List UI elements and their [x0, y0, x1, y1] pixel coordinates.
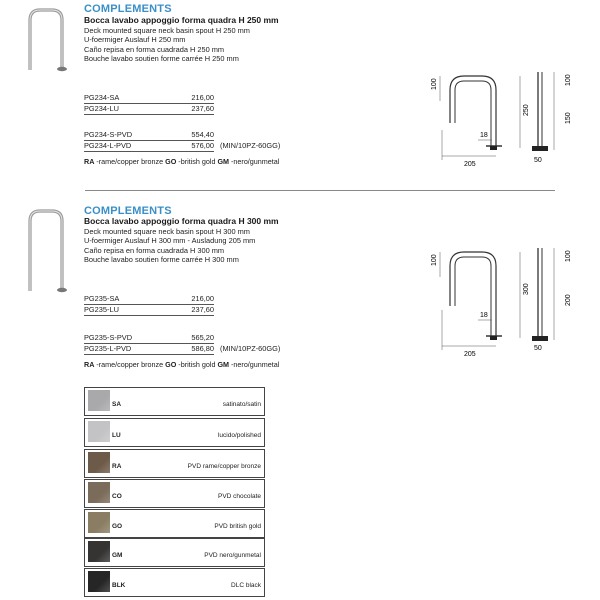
- product-code: PG235-LU: [84, 305, 119, 314]
- finish-code: GM: [217, 360, 230, 369]
- dim-offset: 18: [480, 312, 488, 319]
- swatch-code: GO: [112, 523, 123, 530]
- section-divider: [85, 190, 555, 191]
- product-code: PG234-LU: [84, 104, 119, 113]
- dim-side-bottom: 200: [565, 294, 572, 306]
- swatch-chip: [88, 541, 110, 562]
- swatch-name: PVD rame/copper bronze: [187, 463, 261, 470]
- price-row: [84, 130, 214, 141]
- swatch-gm: [84, 538, 265, 567]
- pvd-price-list: [84, 130, 214, 152]
- swatch-code: CO: [112, 493, 122, 500]
- section-heading: COMPLEMENTS: [84, 205, 172, 217]
- finish-code: GM: [217, 157, 230, 166]
- swatch-chip: [88, 482, 110, 503]
- price-list: [84, 93, 214, 115]
- section-heading: COMPLEMENTS: [84, 3, 172, 15]
- product-price: 576,00: [191, 141, 214, 150]
- swatch-co: [84, 479, 265, 508]
- product-price: 554,40: [191, 130, 214, 139]
- swatch-chip: [88, 452, 110, 473]
- swatch-name: PVD chocolate: [218, 493, 261, 500]
- product-price: 565,20: [191, 333, 214, 342]
- dim-base: 50: [534, 345, 542, 352]
- product-code: PG234-L-PVD: [84, 141, 132, 150]
- product-price: 586,80: [191, 344, 214, 353]
- swatch-name: satinato/satin: [222, 401, 261, 408]
- finish-code: GO: [165, 360, 177, 369]
- dim-height: 250: [523, 104, 530, 116]
- spout-thumbnail-2: [18, 205, 78, 295]
- swatch-code: LU: [112, 432, 121, 439]
- finish-label: -rame/copper bronze: [96, 360, 164, 369]
- technical-drawing-1: [420, 68, 580, 178]
- swatch-code: SA: [112, 401, 122, 408]
- dim-top: 100: [431, 254, 438, 266]
- finish-code: RA: [84, 157, 95, 166]
- swatch-ra: [84, 449, 265, 478]
- swatch-name: PVD british gold: [214, 523, 261, 530]
- dim-top: 100: [431, 78, 438, 90]
- description-line: Bouche lavabo soutien forme carrée H 250 mm: [84, 53, 239, 63]
- pvd-min-note: (MIN/10PZ-60GG): [220, 344, 281, 353]
- price-row: [84, 93, 214, 104]
- swatch-code: RA: [112, 463, 122, 470]
- swatch-blk: [84, 568, 265, 597]
- dim-side-top: 100: [565, 74, 572, 86]
- product-code: PG234-S-PVD: [84, 130, 133, 139]
- swatch-chip: [88, 571, 110, 592]
- dim-height: 300: [523, 283, 530, 295]
- description-line: Bouche lavabo soutien forme carrée H 300 mm: [84, 254, 239, 264]
- product-descriptions: [84, 26, 250, 63]
- technical-drawing-2: [420, 244, 580, 360]
- dim-reach: 205: [464, 161, 476, 168]
- swatch-name: DLC black: [231, 582, 261, 589]
- price-row: [84, 333, 214, 344]
- product-descriptions: [84, 227, 255, 264]
- swatch-go: [84, 509, 265, 538]
- price-row: [84, 294, 214, 305]
- description-line: U-foermiger Auslauf H 250 mm: [84, 35, 186, 45]
- price-row: [84, 344, 214, 355]
- price-row: [84, 141, 214, 152]
- description-line: U-foermiger Auslauf H 300 mm - Ausladung 205 mm: [84, 236, 256, 246]
- dim-side-bottom: 150: [565, 112, 572, 124]
- finish-label: -british gold: [178, 157, 216, 166]
- product-price: 216,00: [191, 93, 214, 102]
- product-price: 216,00: [191, 294, 214, 303]
- swatch-chip: [88, 512, 110, 533]
- swatch-chip: [88, 421, 110, 442]
- finish-code: GO: [165, 157, 177, 166]
- product-code: PG235-SA: [84, 294, 120, 303]
- product-code: PG234-SA: [84, 93, 120, 102]
- product-code: PG235-L-PVD: [84, 344, 132, 353]
- finish-label: -rame/copper bronze: [96, 157, 164, 166]
- price-list: [84, 294, 214, 316]
- dim-reach: 205: [464, 351, 476, 358]
- product-title: Bocca lavabo appoggio forma quadra H 300 mm: [84, 216, 279, 226]
- swatch-code: GM: [112, 552, 123, 559]
- swatch-name: lucido/polished: [217, 432, 261, 439]
- dim-base: 50: [534, 157, 542, 164]
- finish-label: -british gold: [178, 360, 216, 369]
- pvd-price-list: [84, 333, 214, 355]
- swatch-lu: [84, 418, 265, 447]
- finish-legend: [84, 360, 279, 369]
- product-code: PG235-S-PVD: [84, 333, 133, 342]
- price-row: [84, 305, 214, 316]
- price-row: [84, 104, 214, 115]
- swatch-name: PVD nero/gunmetal: [204, 552, 261, 559]
- description-line: Caño repisa en forma cuadrada H 300 mm: [84, 245, 225, 255]
- dim-side-top: 100: [565, 250, 572, 262]
- description-line: Deck mounted square neck basin spout H 300 mm: [84, 227, 250, 236]
- description-line: Deck mounted square neck basin spout H 250 mm: [84, 26, 250, 35]
- product-price: 237,60: [191, 305, 214, 314]
- product-price: 237,60: [191, 104, 214, 113]
- swatch-chip: [88, 390, 110, 411]
- description-line: Caño repisa en forma cuadrada H 250 mm: [84, 44, 225, 54]
- finish-legend: [84, 157, 279, 166]
- finish-label: -nero/gunmetal: [231, 157, 280, 166]
- finish-label: -nero/gunmetal: [231, 360, 280, 369]
- product-title: Bocca lavabo appoggio forma quadra H 250 mm: [84, 15, 279, 25]
- pvd-min-note: (MIN/10PZ-60GG): [220, 141, 281, 150]
- swatch-code: BLK: [112, 582, 126, 589]
- dim-offset: 18: [480, 132, 488, 139]
- swatch-sa: [84, 387, 265, 416]
- finish-code: RA: [84, 360, 95, 369]
- spout-thumbnail-1: [18, 4, 78, 74]
